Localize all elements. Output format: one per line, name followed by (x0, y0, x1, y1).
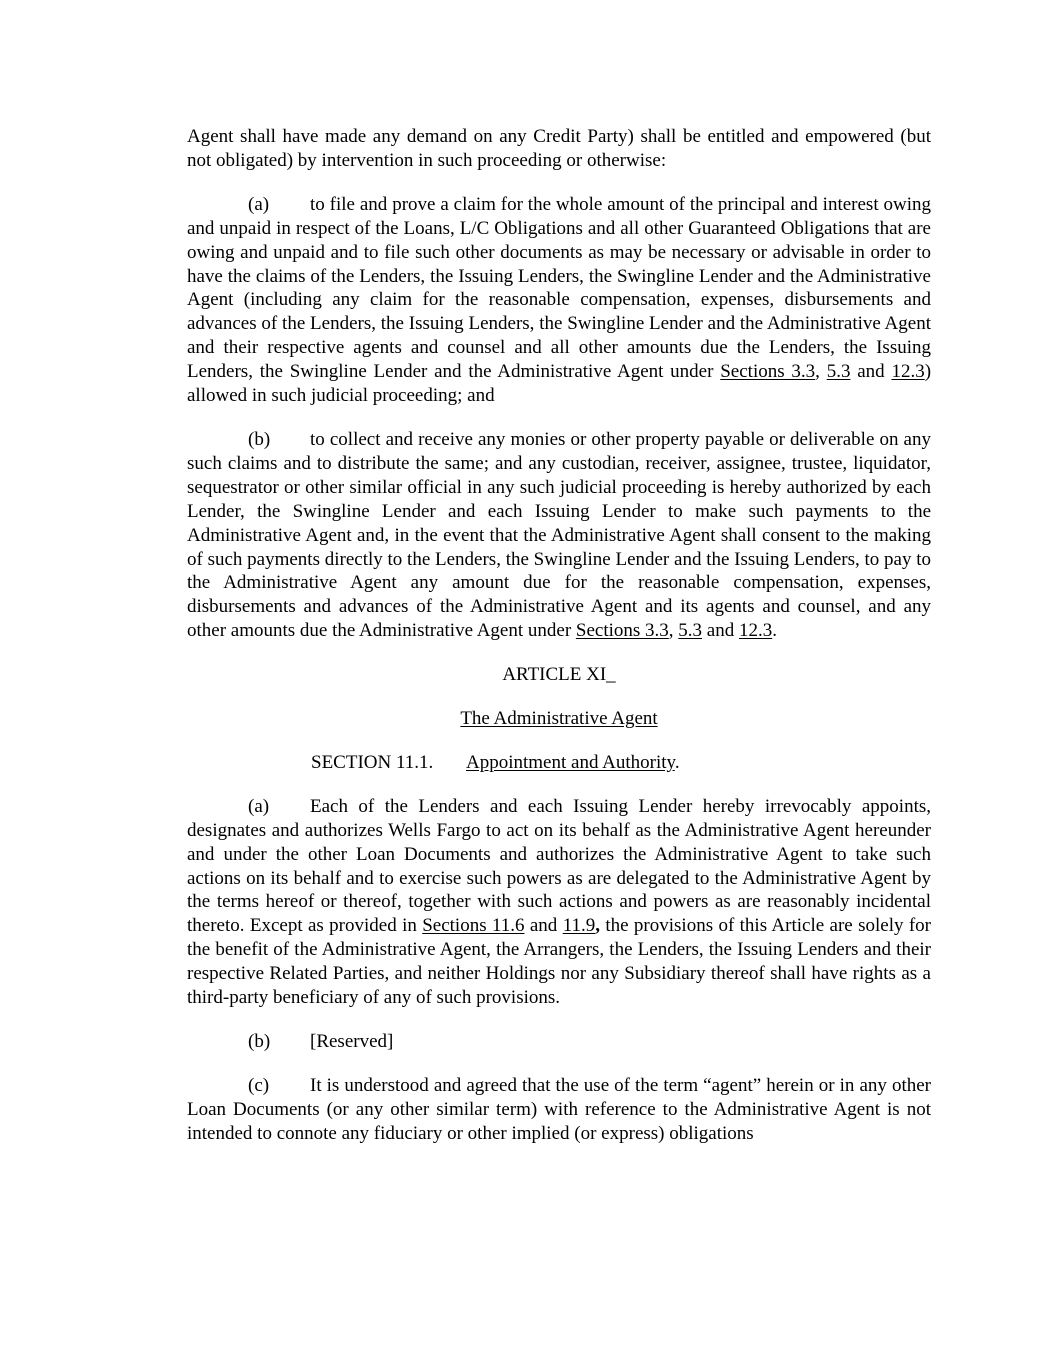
section-a-text-end: the provisions of this Article are solely for the benefit of the Administrative Agent, the Arrangers, the Lenders, the Issuing Lenders and their respective Related Parties, and neither Holdings nor any Subsidiary thereof shall have rights as a third-party beneficiary of any of such provisions. (187, 915, 931, 1009)
intro-paragraph: Agent shall have made any demand on any Credit Party) shall be entitled and empowered (but not obligated) by intervention in such proceeding or otherwise: (187, 126, 931, 171)
clause-b-text: to collect and receive any monies or other property payable or deliverable on any such claims and to distribute the same; and any custodian, receiver, assignee, trustee, liquidator, sequestrator or other similar official in any such judicial proceeding is hereby authorized by each Lender, the Swingline Lender and each Issuing Lender to make such payments to the Administrative Agent and, in the event that the Administrative Agent shall consent to the making of such payments directly to the Lenders, the Swingline Lender and the Issuing Lenders, to pay to the Administrative Agent any amount due for the reasonable compensation, expenses, disbursements and advances of the Administrative Agent and its agents and counsel, and any other amounts due the Administrative Agent under (187, 428, 931, 642)
clause-b-ref-sections-3-3: Sections 3.3 (575, 620, 669, 642)
section-a-ref-11-9: 11.9 (562, 915, 596, 937)
section-c-label: (c) (248, 1074, 270, 1096)
separator: and (524, 915, 563, 937)
section-c-paragraph (187, 1074, 931, 1146)
clause-a-ref-5-3: 5.3 (826, 361, 851, 383)
clause-a-paragraph (187, 193, 931, 408)
clause-b-paragraph (187, 428, 931, 643)
clause-a-ref-sections-3-3: Sections 3.3 (720, 361, 816, 383)
section-a-ref-sections-11-6: Sections 11.6 (422, 915, 525, 937)
separator: and (850, 361, 892, 383)
clause-b-label: (b) (248, 428, 271, 450)
section-a-paragraph (187, 795, 931, 1010)
separator: , (668, 620, 679, 642)
article-title: The Administrative Agent (460, 708, 658, 730)
separator: , (815, 361, 827, 383)
clause-a-ref-12-3: 12.3 (891, 361, 925, 383)
section-title-period: . (674, 751, 680, 773)
clause-b-ref-5-3: 5.3 (678, 620, 703, 642)
separator: and (702, 620, 739, 642)
section-heading (187, 751, 931, 775)
clause-b-ref-12-3: 12.3 (738, 620, 773, 642)
article-title-paragraph (187, 707, 931, 731)
section-b-paragraph (187, 1030, 931, 1054)
bold-comma: , (595, 915, 600, 937)
section-b-text: [Reserved] (310, 1031, 394, 1052)
section-a-text: Each of the Lenders and each Issuing Lender hereby irrevocably appoints, designates and authorizes Wells Fargo to act on its behalf as the Administrative Agent hereunder and under the other Loan Documents and authorizes the Administrative Agent to take such actions on its behalf and to exercise such powers as are delegated to the Administrative Agent by the terms hereof or thereof, together with such actions and powers as are reasonably incidental thereto. Except as provided in (187, 795, 931, 937)
section-number: SECTION 11.1. (311, 751, 434, 773)
article-heading: ARTICLE XI_ (502, 664, 616, 686)
section-b-label: (b) (248, 1031, 271, 1052)
section-a-label: (a) (248, 795, 270, 817)
document-body (187, 125, 931, 1166)
section-title: Appointment and Authority (466, 751, 675, 773)
clause-a-label: (a) (248, 193, 270, 215)
clause-a-text: to file and prove a claim for the whole amount of the principal and interest owing and unpaid in respect of the Loans, L/C Obligations and all other Guaranteed Obligations that are owing and unpaid and to file such other documents as may be necessary or advisable in order to have the claims of the Lenders, the Issuing Lenders, the Swingline Lender and the Administrative Agent (including any claim for the reasonable compensation, expenses, disbursements and advances of the Lenders, the Issuing Lenders, the Swingline Lender and the Administrative Agent and their respective agents and counsel and all other amounts due the Lenders, the Issuing Lenders, the Swingline Lender and the Administrative Agent under (187, 193, 931, 383)
clause-a-text-end: ) allowed in such judicial proceeding; and (187, 361, 932, 407)
clause-b-text-end: . (772, 620, 777, 642)
section-c-text: It is understood and agreed that the use of the term “agent” herein or in any other Loan Documents (or any other similar term) with reference to the Administrative Agent is not intended to connote any fiduciary or other implied (or express) obligations (187, 1074, 931, 1144)
